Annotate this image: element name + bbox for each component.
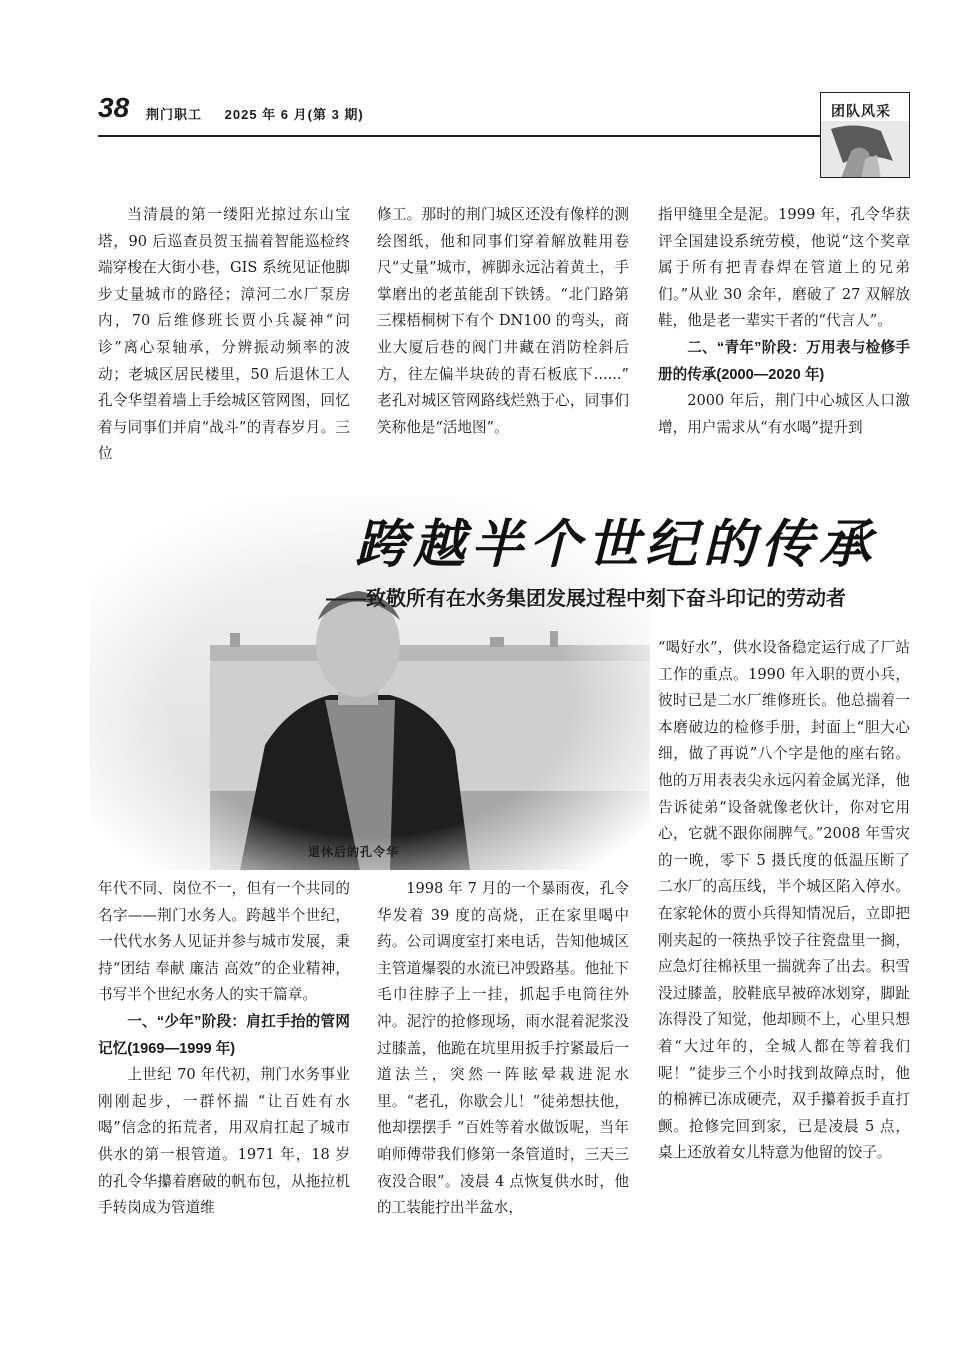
section-heading-2: 二、“青年”阶段：万用表与检修手册的传承(2000—2020 年): [658, 339, 910, 383]
paragraph: 年代不同、岗位不一，但有一个共同的名字——荆门水务人。跨越半个世纪，一代代水务人见证并参与城市发展，秉持“团结 奉献 廉洁 高效”的企业精神，书写半个世纪水务人的实干篇章。: [98, 880, 350, 1004]
paragraph: 2000 年后，荆门中心城区人口激增，用户需求从“有水喝”提升到: [658, 392, 910, 436]
publication-name: 荆门职工: [146, 107, 203, 122]
section-label: 团队风采: [831, 103, 891, 119]
paragraph: 上世纪 70 年代初，荆门水务事业刚刚起步，一群怀揣 “让百姓有水喝”信念的拓荒者，用双肩扛起了城市供水的第一根管道。1971 年，18 岁的孔令华攥着磨破的帆布包，从拖拉机手转岗成为管道维: [98, 1066, 350, 1217]
paragraph: 当清晨的第一缕阳光掠过东山宝塔，90 后巡查员贺玉揣着智能巡检终端穿梭在大街小巷，GIS 系统见证他脚步丈量城市的路径；漳河二水厂泵房内，70 后维修班长贾小兵凝神“问诊”离心泵轴承，分辨振动频率的波动；老城区居民楼里，50 后退休工人孔令华望着墙上手绘城区管网图，回忆着与同事们并肩“战斗”的青春岁月。三位: [98, 206, 350, 463]
issue-date: 2025 年 6 月(第 3 期): [224, 107, 364, 122]
paragraph: 1998 年 7 月的一个暴雨夜，孔令华发着 39 度的高烧，正在家里喝中药。公司调度室打来电话，告知他城区主管道爆裂的水流已冲毁路基。他扯下毛巾往脖子上一挂，抓起手电筒往外冲。泥泞的抢修现场，雨水混着泥浆没过膝盖，他跪在坑里用扳手拧紧最后一道法兰，突然一阵眩晕栽进泥水里。“老孔，你歇会儿！”徒弟想扶他，他却摆摆手 “百姓等着水做饭呢，当年咱师傅带我们修第一条管道时，三天三夜没合眼”。凌晨 4 点恢复供水时，他的工装能拧出半盆水，: [377, 880, 629, 1217]
flag-hand-icon: [821, 121, 910, 178]
body-column-1: [98, 876, 350, 1222]
body-column-3: [658, 635, 910, 1167]
paragraph: “喝好水”，供水设备稳定运行成了厂站工作的重点。1990 年入职的贾小兵，彼时已是二水厂维修班长。他总揣着一本磨破边的检修手册，封面上“胆大心细，做了再说”八个字是他的座右铭。他的万用表表尖永远闪着金属光泽，他告诉徒弟“设备就像老伙计，你对它用心，它就不跟你闹脾气。”2008 年雪灾的一晚，零下 5 摄氏度的低温压断了二水厂的高压线，半个城区陷入停水。在家轮休的贾小兵得知情况后，立即把刚夹起的一筷热乎饺子往瓷盘里一搁，应急灯往棉袄里一揣就奔了出去。积雪没过膝盖，胶鞋底早被碎冰划穿，脚趾冻得没了知觉，他却顾不上，心里只想着“大过年的，全城人都在等着我们呢！”徒步三个小时找到故障点时，他的棉裤已冻成硬壳，双手攥着扳手直打颤。抢修完回到家，已是凌晨 5 点，桌上还放着女儿特意为他留的饺子。: [658, 639, 910, 1162]
page-number: 38: [98, 92, 130, 123]
section-badge: [820, 92, 910, 178]
paragraph: 修工。那时的荆门城区还没有像样的测绘图纸，他和同事们穿着解放鞋用卷尺“丈量”城市，裤脚永远沾着黄土，手掌磨出的老茧能刮下铁锈。“北门路第三棵梧桐树下有个 DN100 的弯头，商业大厦后巷的阀门井藏在消防栓斜后方，往左偏半块砖的青石板底下......” 老孔对城区管网路线烂熟于心，同事们笑称他是“活地图”。: [377, 206, 629, 436]
article-subtitle: ——致敬所有在水务集团发展过程中刻下奋斗印记的劳动者: [326, 588, 846, 610]
intro-column-2: [377, 202, 629, 441]
intro-column-1: [98, 202, 350, 468]
article-title: 跨越半个世纪的传承: [355, 514, 878, 575]
publication-line: [146, 104, 382, 123]
paragraph: 指甲缝里全是泥。1999 年，孔令华获评全国建设系统劳模，他说“这个奖章属于所有把青春焊在管道上的兄弟们。”从业 30 余年，磨破了 27 双解放鞋，他是老一辈实干者的“代言人”。: [658, 206, 910, 330]
intro-column-3: [658, 202, 910, 441]
section-heading-1: 一、“少年”阶段：肩扛手抬的管网记忆(1969—1999 年): [98, 1013, 350, 1057]
header-rule: [98, 135, 820, 137]
photo-caption: 退休后的孔令华: [308, 845, 400, 859]
body-column-2: [377, 876, 629, 1222]
